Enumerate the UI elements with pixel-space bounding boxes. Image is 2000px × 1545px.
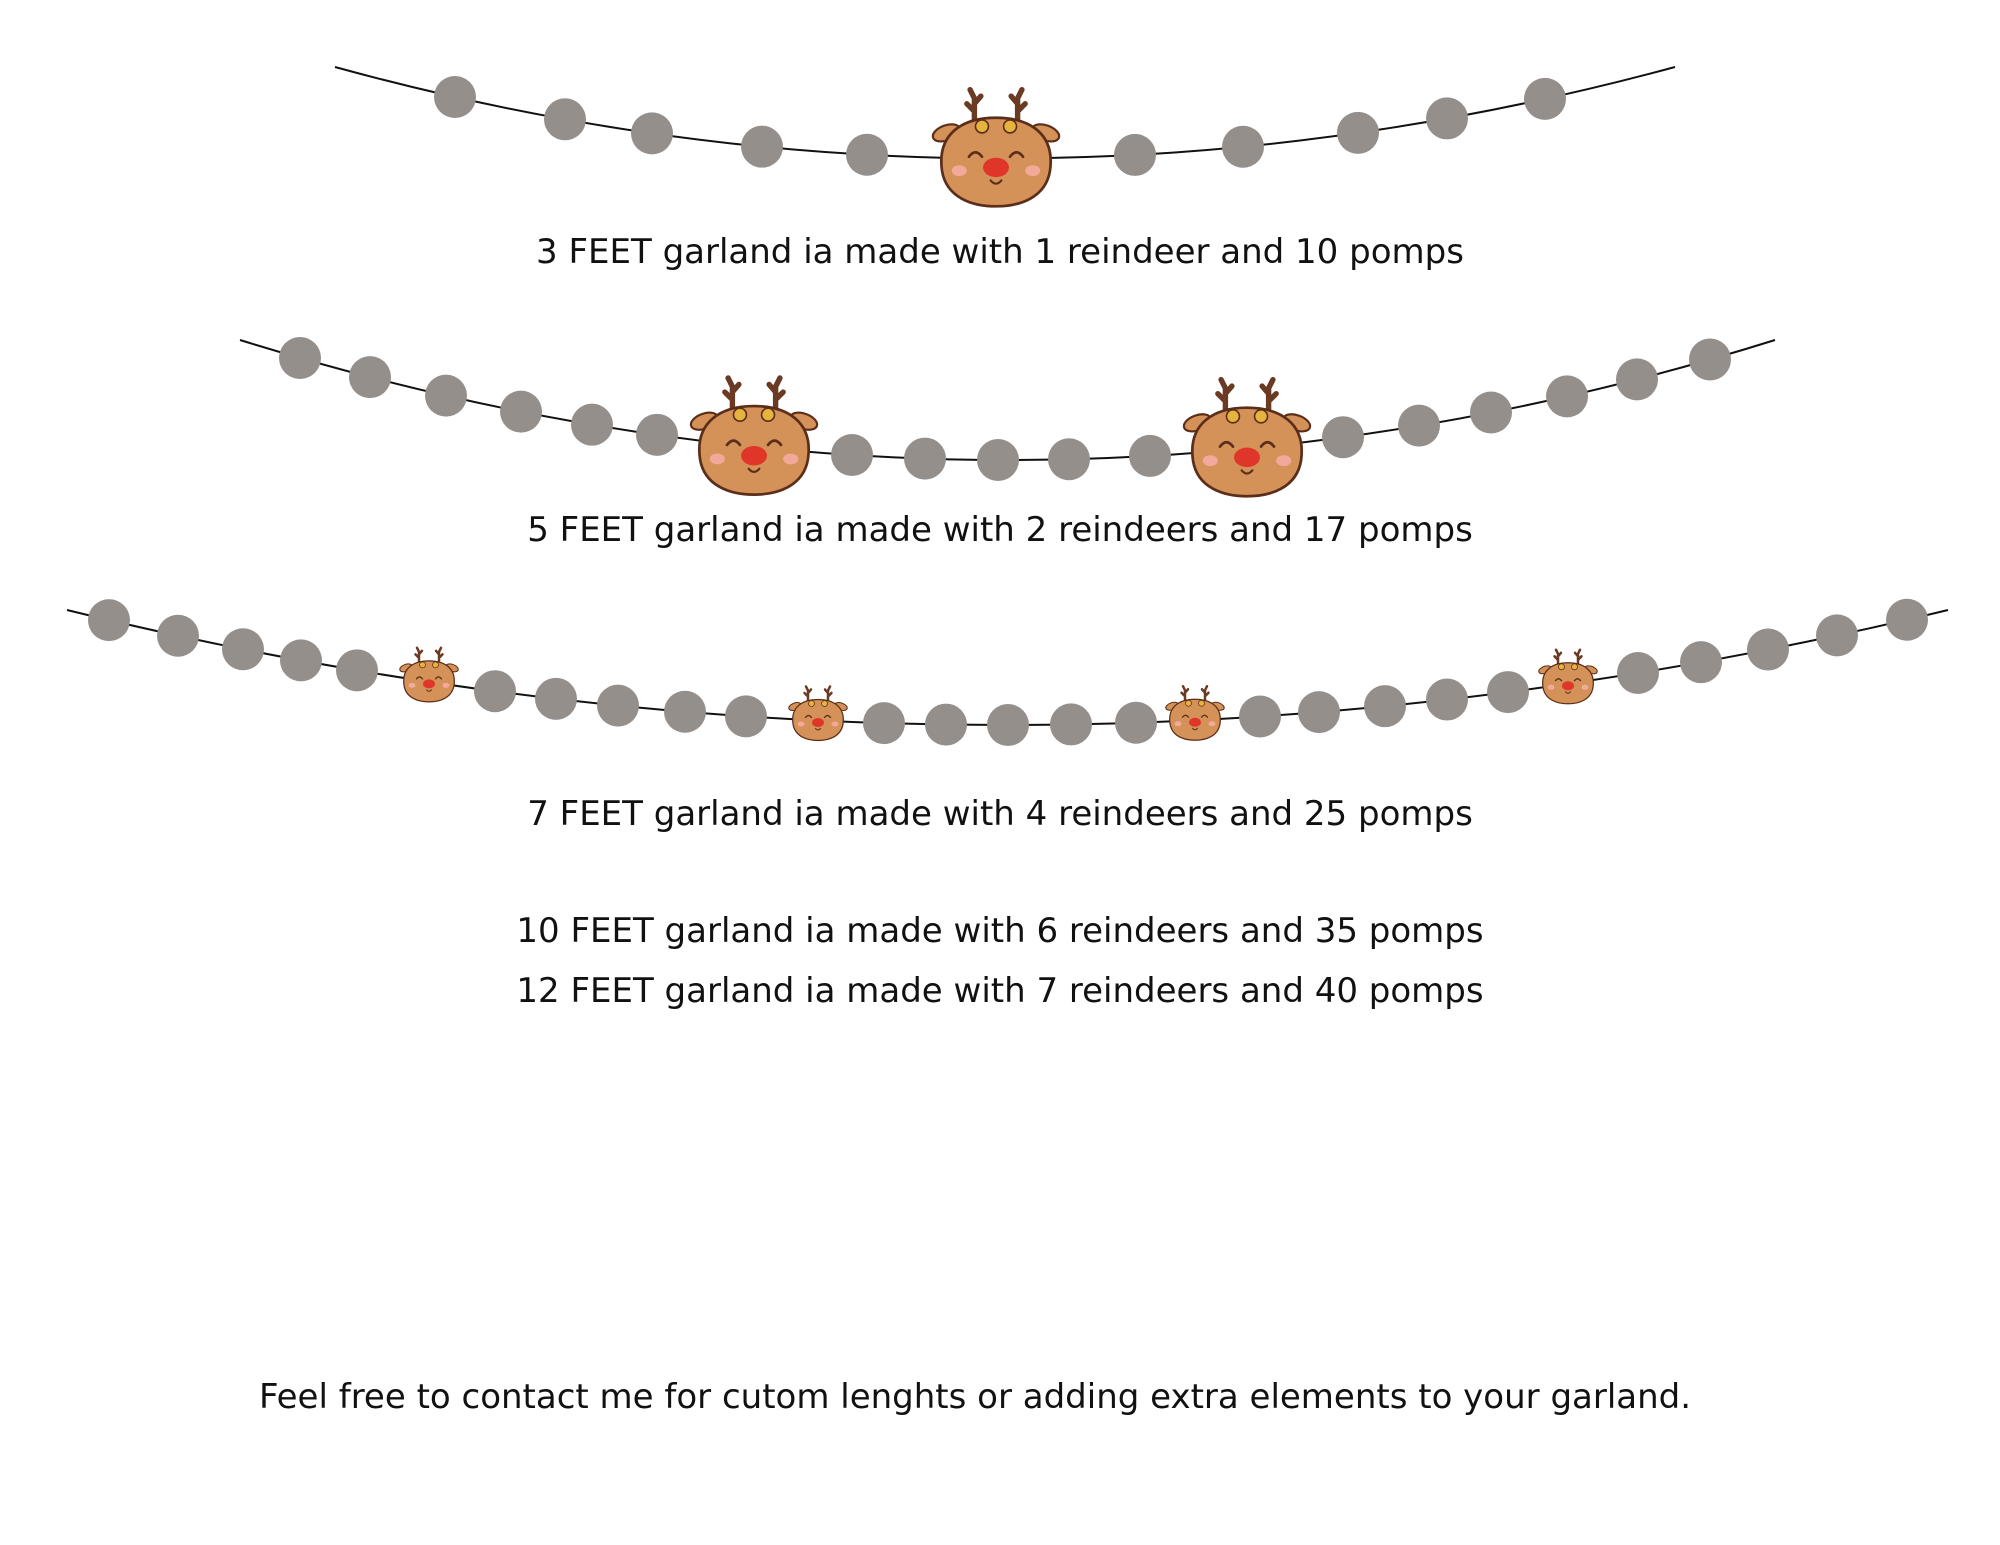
pompom [1322,416,1364,458]
pompom [1115,702,1157,744]
pompom [222,628,264,670]
pompom [664,691,706,733]
pompom [1886,599,1928,641]
pompom [280,639,322,681]
garland-5ft [240,337,1775,496]
pompom [831,434,873,476]
pompom [631,112,673,154]
pompom [88,599,130,641]
pompom [1114,134,1156,176]
pompom [474,670,516,712]
pompom [349,356,391,398]
pompom [425,375,467,417]
garland-caption-3ft: 3 FEET garland ia made with 1 reindeer and 10 pomps [536,232,1464,272]
pompom [1129,435,1171,477]
pompom [925,704,967,746]
pompom [1239,695,1281,737]
pompom [1426,679,1468,721]
pompom [1546,375,1588,417]
contact-note: Feel free to contact me for cutom lenghts or adding extra elements to your garland. [258,1377,1692,1417]
reindeer-icon [399,648,460,702]
pompom [336,649,378,691]
reindeer-icon [1182,380,1313,497]
pompom [500,391,542,433]
pompom [741,126,783,168]
pompom [1487,671,1529,713]
pompom [863,702,905,744]
reindeer-icon [931,90,1062,207]
garland-3ft [335,67,1675,206]
reindeer-icon [1165,686,1226,740]
pompom [846,134,888,176]
pompom [977,439,1019,481]
reindeer-icon [689,378,820,495]
reindeer-icon [788,687,849,741]
pompom [1617,652,1659,694]
garland-caption-12ft: 12 FEET garland ia made with 7 reindeers and 40 pomps [516,971,1484,1011]
pompom [1680,641,1722,683]
pompom [434,76,476,118]
pompom [904,438,946,480]
pompom [1222,126,1264,168]
pompom [1616,358,1658,400]
pompom [544,98,586,140]
pompom [279,337,321,379]
pompom [535,678,577,720]
pompom [157,615,199,657]
pompom [1426,97,1468,139]
garland-caption-7ft: 7 FEET garland ia made with 4 reindeers and 25 pomps [527,794,1473,834]
pompom [571,404,613,446]
pompom [1470,392,1512,434]
pompom [1747,629,1789,671]
garland-caption-10ft: 10 FEET garland ia made with 6 reindeers and 35 pomps [516,911,1484,951]
garland-7ft [67,599,1948,746]
garland-caption-5ft: 5 FEET garland ia made with 2 reindeers and 17 pomps [527,510,1473,550]
pompom [1524,78,1566,120]
pompom [725,695,767,737]
pompom [1298,691,1340,733]
reindeer-icon [1538,650,1599,704]
pompom [1364,685,1406,727]
pompom [1816,614,1858,656]
pompom [1689,339,1731,381]
pompom [1050,703,1092,745]
pompom [597,685,639,727]
pompom [1398,405,1440,447]
pompom [1048,438,1090,480]
pompom [1337,112,1379,154]
pompom [636,414,678,456]
pompom [987,704,1029,746]
